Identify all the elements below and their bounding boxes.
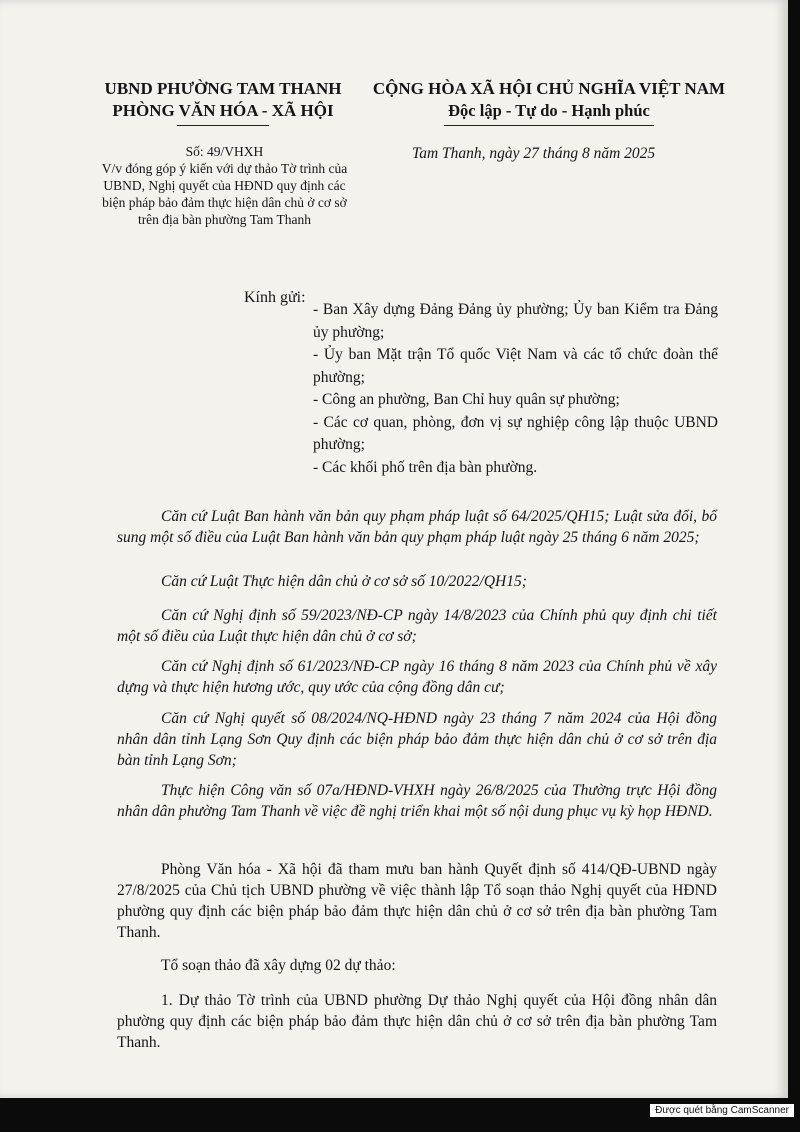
recipient-item: - Các khối phố trên địa bàn phường.: [313, 458, 538, 476]
implementation-note: Thực hiện Công văn số 07a/HĐND-VHXH ngày 26/8/2025 của Thường trực Hội đồng nhân dân phường Tam Thanh về việc đề nghị triển khai một số nội dung phục vụ kỳ họp HĐND.: [117, 782, 717, 820]
national-motto: [362, 78, 736, 126]
recipient-item: - Ban Xây dựng Đảng Đảng ủy phường; Ủy ban Kiểm tra Đảng ủy phường;: [313, 301, 718, 341]
kinh-gui-label: Kính gửi:: [244, 289, 306, 306]
body-paragraph-1: Phòng Văn hóa - Xã hội đã tham mưu ban hành Quyết định số 414/QĐ-UBND ngày 27/8/2025 của Chủ tịch UBND phường về việc thành lập Tổ soạn thảo Nghị quyết của HĐND phường quy định các biện pháp bảo đảm thực hiện dân chủ ở cơ sở trên địa bàn phường Tam Thanh.: [117, 861, 717, 941]
issuing-organization: [92, 78, 354, 126]
body-paragraph-2: Tổ soạn thảo đã xây dựng 02 dự thảo:: [161, 957, 396, 974]
nation-line-1: CỘNG HÒA XÃ HỘI CHỦ NGHĨA VIỆT NAM: [372, 79, 726, 98]
legal-basis-2: Căn cứ Luật Thực hiện dân chủ ở cơ sở số 10/2022/QH15;: [161, 573, 527, 590]
motto-underline: [444, 125, 654, 126]
recipient-item: - Ủy ban Mặt trận Tổ quốc Việt Nam và các tổ chức đoàn thể phường;: [313, 346, 718, 386]
org-underline: [177, 125, 269, 126]
recipient-item: - Công an phường, Ban Chỉ huy quân sự phường;: [313, 391, 620, 408]
body-paragraph-3: 1. Dự thảo Tờ trình của UBND phường Dự thảo Nghị quyết của Hội đồng nhân dân phường quy định các biện pháp bảo đảm thực hiện dân chủ ở cơ sở trên địa bàn phường Tam Thanh.: [117, 992, 717, 1051]
legal-basis-3: Căn cứ Nghị định số 59/2023/NĐ-CP ngày 14/8/2023 của Chính phủ quy định chi tiết một số điều của Luật thực hiện dân chủ ở cơ sở;: [117, 607, 717, 645]
nation-line-2: Độc lập - Tự do - Hạnh phúc: [448, 101, 650, 120]
place-date: Tam Thanh, ngày 27 tháng 8 năm 2025: [412, 145, 656, 162]
legal-basis-5: Căn cứ Nghị quyết số 08/2024/NQ-HĐND ngày 23 tháng 7 năm 2024 của Hội đồng nhân dân tỉnh Lạng Sơn Quy định các biện pháp bảo đảm thực hiện dân chủ ở cơ sở trên địa bàn tỉnh Lạng Sơn;: [117, 710, 717, 769]
org-line-2: PHÒNG VĂN HÓA - XÃ HỘI: [112, 101, 334, 120]
legal-basis-4: Căn cứ Nghị định số 61/2023/NĐ-CP ngày 16 tháng 8 năm 2023 của Chính phủ về xây dựng và thực hiện hương ước, quy ước của cộng đồng dân cư;: [117, 658, 717, 696]
legal-basis-1: Căn cứ Luật Ban hành văn bản quy phạm pháp luật số 64/2025/QH15; Luật sửa đổi, bổ sung một số điều của Luật Ban hành văn bản quy phạm pháp luật ngày 25 tháng 6 năm 2025;: [117, 508, 717, 546]
recipient-item: - Các cơ quan, phòng, đơn vị sự nghiệp công lập thuộc UBND phường;: [313, 413, 718, 453]
recipient-list: [313, 299, 718, 479]
org-line-1: UBND PHƯỜNG TAM THANH: [104, 79, 342, 98]
scanner-watermark: Được quét bằng CamScanner: [650, 1104, 794, 1117]
document-number: Số: 49/VHXH: [185, 144, 264, 159]
document-subject: V/v đóng góp ý kiến với dự thảo Tờ trình của UBND, Nghị quyết của HĐND quy định các biện pháp bảo đảm thực hiện dân chủ ở cơ sở trên địa bàn phường Tam Thanh: [101, 161, 348, 227]
